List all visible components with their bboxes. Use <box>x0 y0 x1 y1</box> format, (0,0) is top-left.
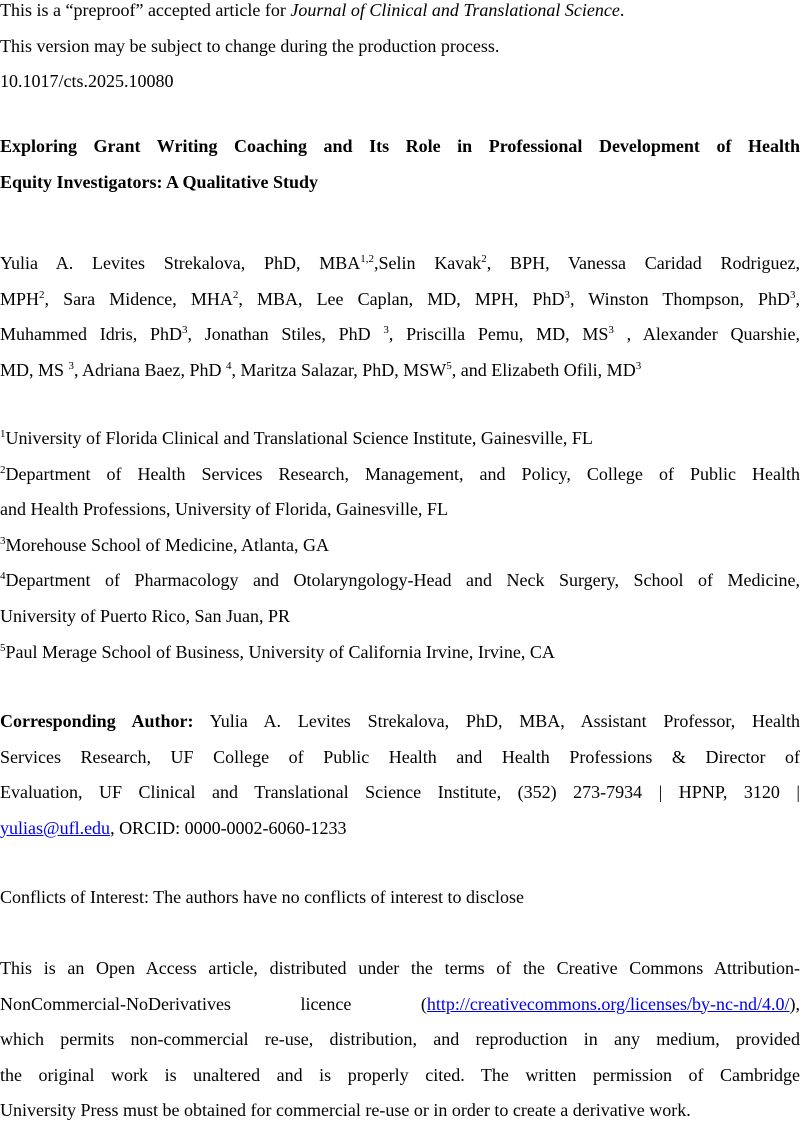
author-text: Yulia A. Levites Strekalova, PhD, MBA <box>0 253 360 273</box>
corresponding-line-2: Services Research, UF College of Public Health and Health Professions & Director of <box>0 740 800 776</box>
corresponding-label: Corresponding Author: <box>0 711 194 731</box>
title-line-1: Exploring Grant Writing Coaching and Its Role in Professional Development of Health <box>0 129 800 165</box>
license-statement <box>0 951 800 1129</box>
preproof-prefix: This is a “preproof” accepted article for <box>0 0 290 20</box>
affiliation-2 <box>0 457 800 493</box>
license-text: NonCommercial-NoDerivatives licence ( <box>0 994 427 1014</box>
title-line-2: Equity Investigators: A Qualitative Study <box>0 165 800 201</box>
author-text: , MBA, Lee Caplan, MD, MPH, PhD <box>238 289 564 309</box>
affiliation-text: Paul Merage School of Business, University of California Irvine, Irvine, CA <box>6 642 555 662</box>
affiliation-superscript: 3 <box>69 360 75 372</box>
author-text: , Priscilla Pemu, MD, MS <box>389 324 608 344</box>
affiliation-number: 5 <box>0 642 6 654</box>
affiliation-superscript: 3 <box>182 324 188 336</box>
author-text: MPH <box>0 289 39 309</box>
author-text: ,Selin Kavak <box>374 253 481 273</box>
license-line-1: This is an Open Access article, distributed under the terms of the Creative Commons Attribution- <box>0 951 800 987</box>
doi: 10.1017/cts.2025.10080 <box>0 64 800 100</box>
author-text: , Maritza Salazar, PhD, MSW <box>232 360 447 380</box>
affiliation-text: Morehouse School of Medicine, Atlanta, GA <box>6 535 329 555</box>
license-line-2 <box>0 987 800 1023</box>
author-text: , Sara Midence, MHA <box>45 289 233 309</box>
author-line-2 <box>0 282 800 318</box>
author-text: , Adriana Baez, PhD <box>74 360 226 380</box>
affiliation-number: 4 <box>0 570 6 582</box>
affiliation-superscript: 2 <box>39 289 45 301</box>
affiliation-text: Department of Health Services Research, Management, and Policy, College of Public Health <box>6 464 800 484</box>
author-text: MD, MS <box>0 360 69 380</box>
license-line-3: which permits non-commercial re-use, distribution, and reproduction in any medium, provided <box>0 1022 800 1058</box>
conflicts-text: Conflicts of Interest: The authors have no conflicts of interest to disclose <box>0 880 800 916</box>
author-line-1 <box>0 246 800 282</box>
affiliation-number: 1 <box>0 428 6 440</box>
affiliation-superscript: 3 <box>636 360 642 372</box>
author-line-4 <box>0 353 800 389</box>
author-text: , and Elizabeth Ofili, MD <box>452 360 636 380</box>
license-line-4: the original work is unaltered and is properly cited. The written permission of Cambridge <box>0 1058 800 1094</box>
affiliation-superscript: 2 <box>233 289 239 301</box>
affiliation-superscript: 3 <box>790 289 796 301</box>
affiliation-superscript: 5 <box>446 360 452 372</box>
affiliation-text: Department of Pharmacology and Otolaryngology-Head and Neck Surgery, School of Medicine, <box>6 570 800 590</box>
affiliation-4 <box>0 563 800 599</box>
corresponding-author <box>0 704 800 846</box>
affiliation-5 <box>0 635 800 671</box>
affiliation-1 <box>0 421 800 457</box>
author-text: , Winston Thompson, PhD <box>570 289 790 309</box>
affiliation-number: 3 <box>0 535 6 547</box>
license-line-5: University Press must be obtained for commercial re-use or in order to create a derivative work. <box>0 1093 800 1129</box>
author-text: , Jonathan Stiles, PhD <box>187 324 383 344</box>
affiliation-4-cont: University of Puerto Rico, San Juan, PR <box>0 599 800 635</box>
affiliation-superscript: 2 <box>481 253 487 265</box>
affiliation-2-cont: and Health Professions, University of Florida, Gainesville, FL <box>0 492 800 528</box>
affiliation-number: 2 <box>0 464 6 476</box>
affiliation-superscript: 1,2 <box>360 253 374 265</box>
license-url-link[interactable]: http://creativecommons.org/licenses/by-nc-nd/4.0/ <box>427 994 790 1014</box>
corresponding-line-3: Evaluation, UF Clinical and Translational Science Institute, (352) 273-7934 | HPNP, 3120 | <box>0 775 800 811</box>
conflicts-of-interest <box>0 880 800 916</box>
author-line-3 <box>0 317 800 353</box>
article-title <box>0 129 800 200</box>
journal-name: Journal of Clinical and Translational Science <box>290 0 619 20</box>
email-link[interactable]: yulias@ufl.edu <box>0 818 110 838</box>
affiliations <box>0 421 800 670</box>
affiliation-superscript: 3 <box>383 324 389 336</box>
orcid-text: , ORCID: 0000-0002-6060-1233 <box>110 818 347 838</box>
author-list <box>0 246 800 388</box>
affiliation-superscript: 4 <box>226 360 232 372</box>
affiliation-superscript: 3 <box>608 324 614 336</box>
preproof-notice-line <box>0 0 800 29</box>
corresponding-line-1 <box>0 704 800 740</box>
preproof-header <box>0 0 800 100</box>
corresponding-text: Yulia A. Levites Strekalova, PhD, MBA, Assistant Professor, Health <box>194 711 800 731</box>
author-text: , <box>796 289 800 309</box>
author-text: , BPH, Vanessa Caridad Rodriguez, <box>487 253 800 273</box>
affiliation-superscript: 3 <box>565 289 571 301</box>
author-text: Muhammed Idris, PhD <box>0 324 182 344</box>
license-text: ), <box>790 994 800 1014</box>
production-notice: This version may be subject to change during the production process. <box>0 29 800 65</box>
corresponding-line-4 <box>0 811 800 847</box>
affiliation-3 <box>0 528 800 564</box>
author-text: , Alexander Quarshie, <box>614 324 800 344</box>
affiliation-text: University of Florida Clinical and Translational Science Institute, Gainesville, FL <box>6 428 593 448</box>
preproof-suffix: . <box>620 0 625 20</box>
